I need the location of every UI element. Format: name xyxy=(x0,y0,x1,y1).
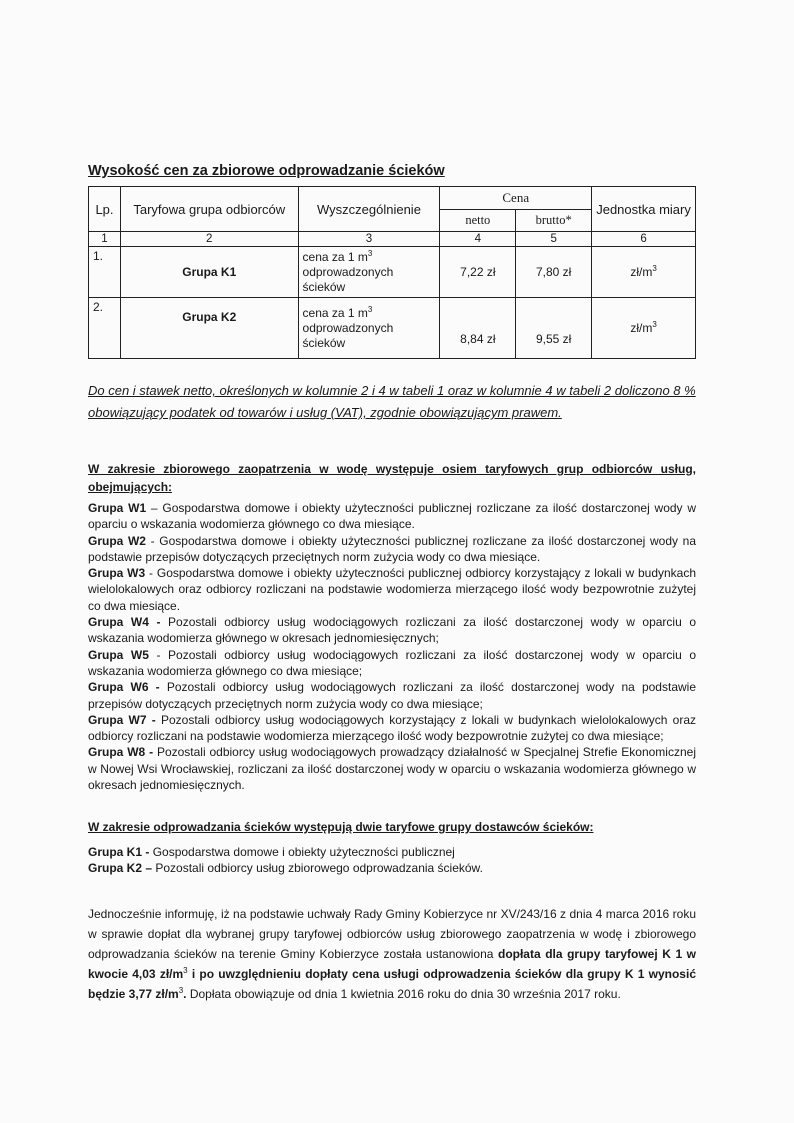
col-number: 5 xyxy=(516,232,592,247)
header-unit: Jednostka miary xyxy=(592,187,696,232)
group-text: Gospodarstwa domowe i obiekty użyteczności publicznej xyxy=(152,845,455,859)
col-number: 4 xyxy=(440,232,516,247)
paragraph-text: Dopłata obowiązuje od dnia 1 kwietnia 2016 roku do dnia 30 września 2017 roku. xyxy=(186,987,621,1001)
unit-sup: 3 xyxy=(652,320,657,329)
list-item xyxy=(88,679,696,712)
group-text: Pozostali odbiorcy usług wodociągowych rozliczani za ilość dostarczonej wody w oparciu o wskazania wodomierza głównego w okresach jednomiesięcznych; xyxy=(88,615,696,646)
group-name: Grupa W6 - xyxy=(88,680,160,695)
sewage-groups-list xyxy=(88,844,696,877)
list-item xyxy=(88,860,696,876)
group-separator: - xyxy=(148,647,169,662)
paragraph-text: Jednocześnie informuję, iż na podstawie uchwały Rady Gminy Kobierzyce nr XV/243/16 z dnia 4 marca 2016 roku w sprawie dopłat dla wybranej grupy taryfowej odbiorców usług zbiorowego zaopatrzenia w wodę i zbiorowego odprowadzania ścieków na terenie Gminy Kobierzyce została ustanowiona xyxy=(88,907,696,961)
row-gross-price: 9,55 zł xyxy=(516,298,592,359)
group-text: Gospodarstwa domowe i obiekty użyteczności publicznej odbiorcy korzystający z lokali w budynkach wielolokalowych oraz odbiorcy rozliczani na podstawie wodomierza mierzącego ilość wody bezpowrotnie zużytej co dwa miesiące. xyxy=(88,566,697,613)
list-item xyxy=(88,533,696,566)
row-group: Grupa K1 xyxy=(120,247,298,298)
desc-sup: 3 xyxy=(367,304,373,314)
header-lp: Lp. xyxy=(89,187,121,232)
col-number: 3 xyxy=(298,232,440,247)
column-numbers-row xyxy=(89,232,696,247)
desc-prefix: cena za 1 m xyxy=(302,249,368,264)
group-text: Pozostali odbiorcy usług wodociągowych rozliczani za ilość dostarczonej wody na podstawie przepisów dotyczących przeciętnych norm zużycia wody co dwa miesiące; xyxy=(88,680,696,711)
row-unit xyxy=(592,298,696,359)
list-item xyxy=(88,614,696,647)
col-number: 6 xyxy=(592,232,696,247)
row-description xyxy=(298,298,440,359)
unit-sup: 3 xyxy=(652,264,657,273)
paragraph-bold: . xyxy=(183,987,187,1001)
group-separator: - xyxy=(146,533,160,548)
col-number: 2 xyxy=(120,232,298,247)
col-number: 1 xyxy=(89,232,121,247)
list-item xyxy=(88,712,696,745)
group-name: Grupa K1 - xyxy=(88,845,150,859)
group-name: Grupa K2 – xyxy=(88,861,153,876)
group-separator xyxy=(160,615,168,629)
tariff-table xyxy=(88,186,696,359)
group-name: Grupa W7 - xyxy=(88,712,156,727)
table-row xyxy=(89,298,696,359)
list-item xyxy=(88,647,696,680)
group-name: Grupa W8 - xyxy=(88,745,154,760)
group-name: Grupa W3 xyxy=(88,566,146,581)
list-item xyxy=(88,744,696,793)
desc-sup: 3 xyxy=(367,248,373,258)
desc-rest: odprowadzonych ścieków xyxy=(302,264,394,294)
row-lp: 2. xyxy=(89,298,121,359)
subsidy-paragraph xyxy=(88,904,696,1004)
group-name: Grupa W5 xyxy=(88,647,149,662)
desc-rest: odprowadzonych ścieków xyxy=(302,320,394,350)
table-header-row xyxy=(89,187,696,210)
unit-text: zł/m xyxy=(630,321,653,335)
group-name: Grupa W4 - xyxy=(88,615,161,630)
header-details: Wyszczególnienie xyxy=(298,187,440,232)
sewage-section-heading: W zakresie odprowadzania ścieków występują dwie taryfowe grupy dostawców ścieków: xyxy=(88,820,594,834)
header-group: Taryfowa grupa odbiorców xyxy=(120,187,298,232)
header-price: Cena xyxy=(440,187,592,210)
row-lp: 1. xyxy=(89,247,121,298)
paragraph-bold: dopłata dla grupy taryfowej K 1 w kwocie 4,03 zł/m xyxy=(88,947,697,981)
row-net-price: 7,22 zł xyxy=(440,247,516,298)
group-text: Gospodarstwa domowe i obiekty użyteczności publicznej rozliczane za ilość dostarczonej wody na podstawie przepisów dotyczących przeciętnych norm zużycia wody co dwa miesiące. xyxy=(88,533,697,564)
row-description xyxy=(298,247,440,298)
table-row xyxy=(89,247,696,298)
water-groups-list xyxy=(88,500,696,793)
header-net: netto xyxy=(440,209,516,232)
list-item xyxy=(88,844,696,860)
water-section-heading: W zakresie zbiorowego zaopatrzenia w wodę występuje osiem taryfowych grup odbiorców usług, obejmujących: xyxy=(88,462,696,494)
group-separator: – xyxy=(146,501,163,515)
row-net-price: 8,84 zł xyxy=(440,298,516,359)
row-group: Grupa K2 xyxy=(120,298,298,359)
vat-note: Do cen i stawek netto, określonych w kolumnie 2 i 4 w tabeli 1 oraz w kolumnie 4 w tabeli 2 doliczono 8 % obowiązujący podatek od towarów i usług (VAT), zgodnie obowiązującym prawem. xyxy=(88,383,696,420)
paragraph-sup: 3 xyxy=(183,966,188,975)
row-unit xyxy=(592,247,696,298)
desc-prefix: cena za 1 m xyxy=(302,305,368,320)
group-name: Grupa W2 xyxy=(88,533,146,548)
row-gross-price: 7,80 zł xyxy=(516,247,592,298)
group-separator: - xyxy=(145,566,157,581)
group-text: Pozostali odbiorcy usług wodociągowych rozliczani za ilość dostarczonej wody w oparciu o wskazania wodomierza głównego co dwa miesiące; xyxy=(88,647,697,678)
group-name: Grupa W1 xyxy=(88,501,147,515)
list-item xyxy=(88,500,696,533)
paragraph-sup: 3 xyxy=(178,986,184,995)
group-text: Pozostali odbiorcy usług wodociągowych korzystający z lokali w budynkach wielolokalowych oraz odbiorcy rozliczani na podstawie wodomierza mierzącego ilość wody bezpowrotnie zużytej co dwa miesiące; xyxy=(88,712,696,744)
list-item xyxy=(88,565,696,614)
group-text: Pozostali odbiorcy usług zbiorowego odprowadzania ścieków. xyxy=(155,861,483,876)
unit-text: zł/m xyxy=(630,265,653,279)
group-separator xyxy=(160,680,167,694)
group-text: Gospodarstwa domowe i obiekty użyteczności publicznej rozliczane za ilość dostarczonej wody w oparciu o wskazania wodomierza głównego co dwa miesiące. xyxy=(88,501,697,532)
page-title: Wysokość cen za zbiorowe odprowadzanie ścieków xyxy=(88,163,445,179)
header-gross: brutto* xyxy=(516,209,592,232)
paragraph-bold: i po uwzględnieniu dopłaty cena usługi odprowadzenia ścieków dla grupy K 1 wynosić będzie 3,77 zł/m xyxy=(88,967,696,1001)
group-text: Pozostali odbiorcy usług wodociągowych prowadzący działalność w Specjalnej Strefie Ekonomicznej w Nowej Wsi Wrocławskiej, rozliczani za ilość dostarczonej wody w oparciu o wskazania wodomierza głównego w okresach jednomiesięcznych. xyxy=(88,745,696,793)
